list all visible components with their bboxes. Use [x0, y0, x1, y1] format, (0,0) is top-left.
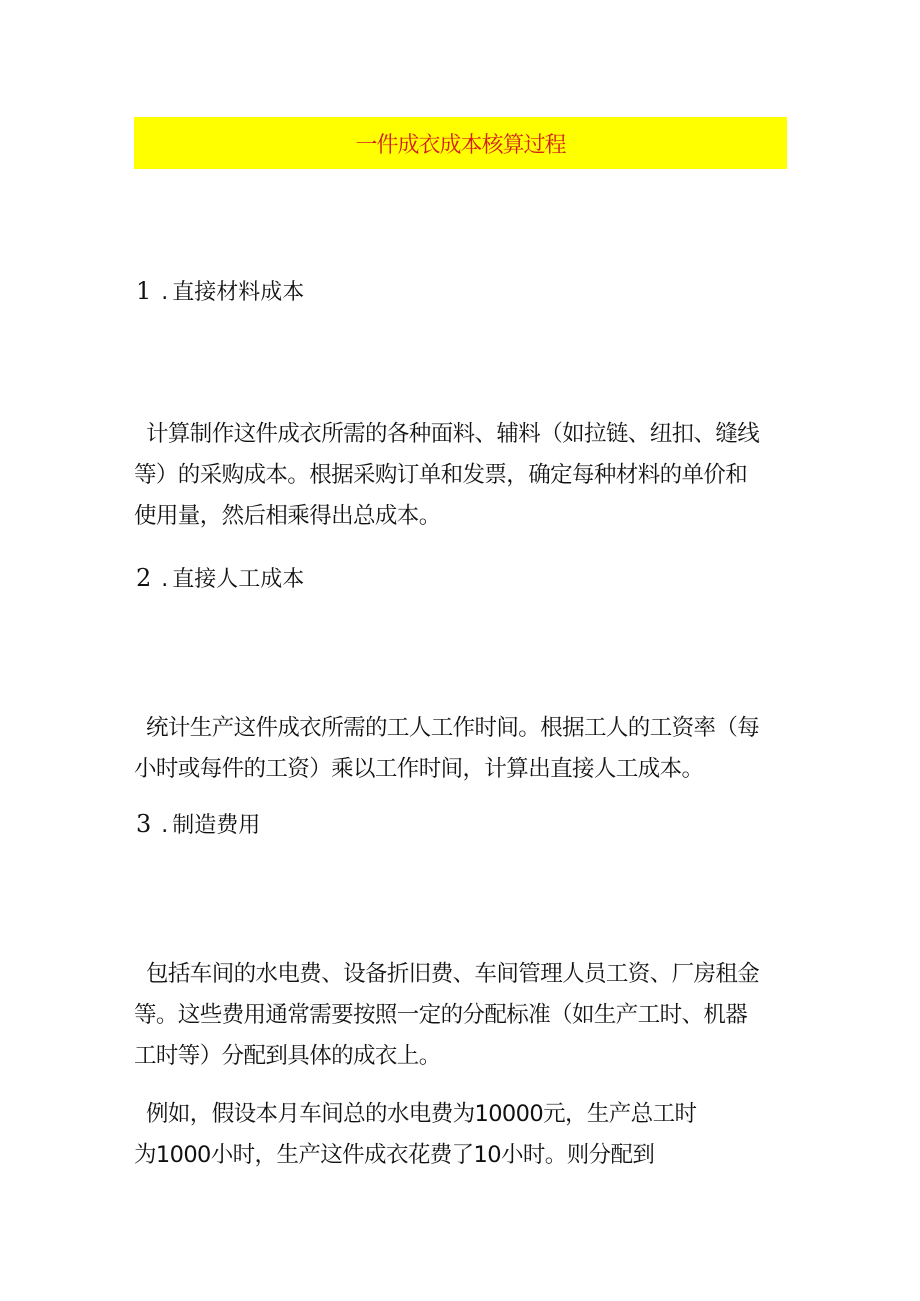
section-1-line-1: 计算制作这件成衣所需的各种面料、辅料（如拉链、纽扣、缝线 — [146, 421, 760, 447]
section-2-paragraph — [134, 708, 794, 790]
section-3-line-2: 等。这些费用通常需要按照一定的分配标准（如生产工时、机器 — [134, 1002, 748, 1028]
section-1-line-3: 使用量，然后相乘得出总成本。 — [134, 503, 441, 529]
section-3-number: 3 — [136, 810, 152, 838]
section-2-heading — [136, 562, 304, 596]
section-3-title: 制造费用 — [172, 813, 261, 838]
section-3-dot: . — [161, 813, 169, 838]
section-3-line-1: 包括车间的水电费、设备折旧费、车间管理人员工资、厂房租金 — [146, 961, 760, 987]
section-2-dot: . — [161, 567, 169, 592]
section-3-paragraph — [134, 954, 794, 1077]
example-line-1: 例如，假设本月车间总的水电费为10000元，生产总工时 — [146, 1101, 697, 1127]
section-2-line-1: 统计生产这件成衣所需的工人工作时间。根据工人的工资率（每 — [146, 715, 760, 741]
section-2-line-2: 小时或每件的工资）乘以工作时间，计算出直接人工成本。 — [134, 756, 704, 782]
example-line-2: 为1000小时，生产这件成衣花费了10小时。则分配到 — [134, 1142, 655, 1168]
section-1-dot: . — [161, 280, 169, 305]
page-title: 一件成衣成本核算过程 — [355, 132, 566, 158]
section-1-title: 直接材料成本 — [172, 280, 305, 305]
section-1-number: 1 — [136, 277, 152, 305]
section-2-title: 直接人工成本 — [172, 567, 305, 592]
section-3-heading — [136, 808, 260, 842]
section-3-line-3: 工时等）分配到具体的成衣上。 — [134, 1043, 441, 1069]
title-banner — [134, 117, 787, 169]
example-paragraph — [134, 1094, 794, 1176]
section-1-line-2: 等）的采购成本。根据采购订单和发票，确定每种材料的单价和 — [134, 462, 748, 488]
section-1-paragraph — [134, 414, 794, 537]
section-1-heading — [136, 275, 304, 309]
section-2-number: 2 — [136, 564, 152, 592]
